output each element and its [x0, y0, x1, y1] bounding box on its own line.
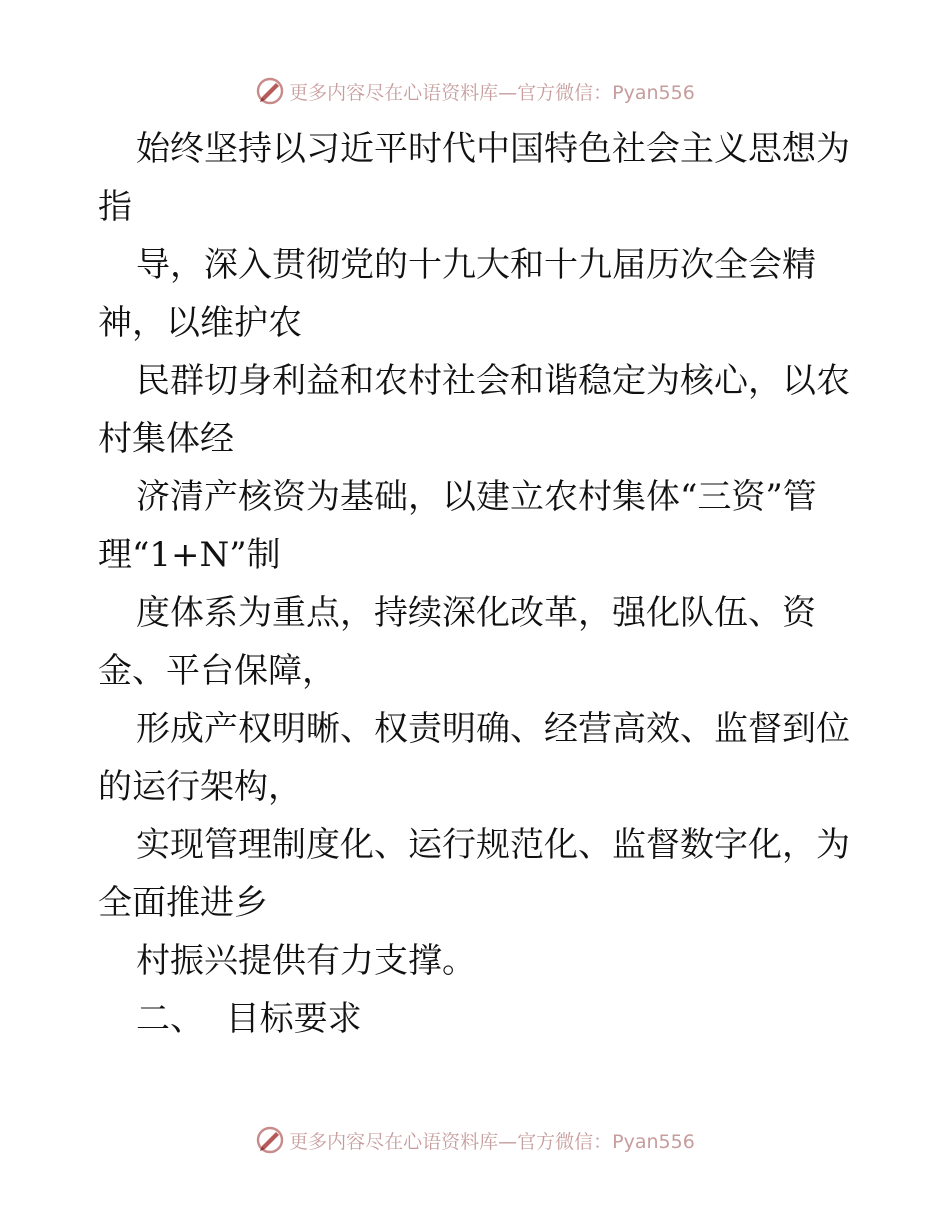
line-3a: 民群切身利益和农村社会和谐稳定为核心，以农	[136, 361, 850, 401]
footer-banner-text: 更多内容尽在心语资料库—官方微信：Pyan556	[289, 1130, 695, 1153]
line-1b: 指	[98, 187, 132, 227]
header-banner-text: 更多内容尽在心语资料库—官方微信：Pyan556	[289, 81, 695, 104]
line-8: 村振兴提供有力支撑。	[136, 941, 476, 981]
line-4b: 理“1+N”制	[98, 535, 281, 575]
line-4a: 济清产核资为基础，以建立农村集体“三资”管	[136, 477, 817, 517]
line-7b: 全面推进乡	[98, 883, 268, 923]
line-2b: 神，以维护农	[98, 303, 302, 343]
pen-logo-icon	[255, 1125, 285, 1155]
line-1a: 始终坚持以习近平时代中国特色社会主义思想为	[136, 129, 850, 169]
line-5b: 金、平台保障，	[98, 651, 336, 691]
document-body	[98, 120, 858, 1048]
header-banner	[0, 71, 950, 111]
line-3b: 村集体经	[98, 419, 234, 459]
line-5a: 度体系为重点，持续深化改革，强化队伍、资	[136, 593, 816, 633]
footer-banner	[0, 1120, 950, 1160]
line-7a: 实现管理制度化、运行规范化、监督数字化，为	[136, 825, 850, 865]
line-6b: 的运行架构，	[98, 767, 302, 807]
pen-logo-icon	[255, 76, 285, 106]
section-heading: 二、 目标要求	[136, 999, 362, 1039]
line-2a: 导，深入贯彻党的十九大和十九届历次全会精	[136, 245, 816, 285]
line-6a: 形成产权明晰、权责明确、经营高效、监督到位	[136, 709, 850, 749]
